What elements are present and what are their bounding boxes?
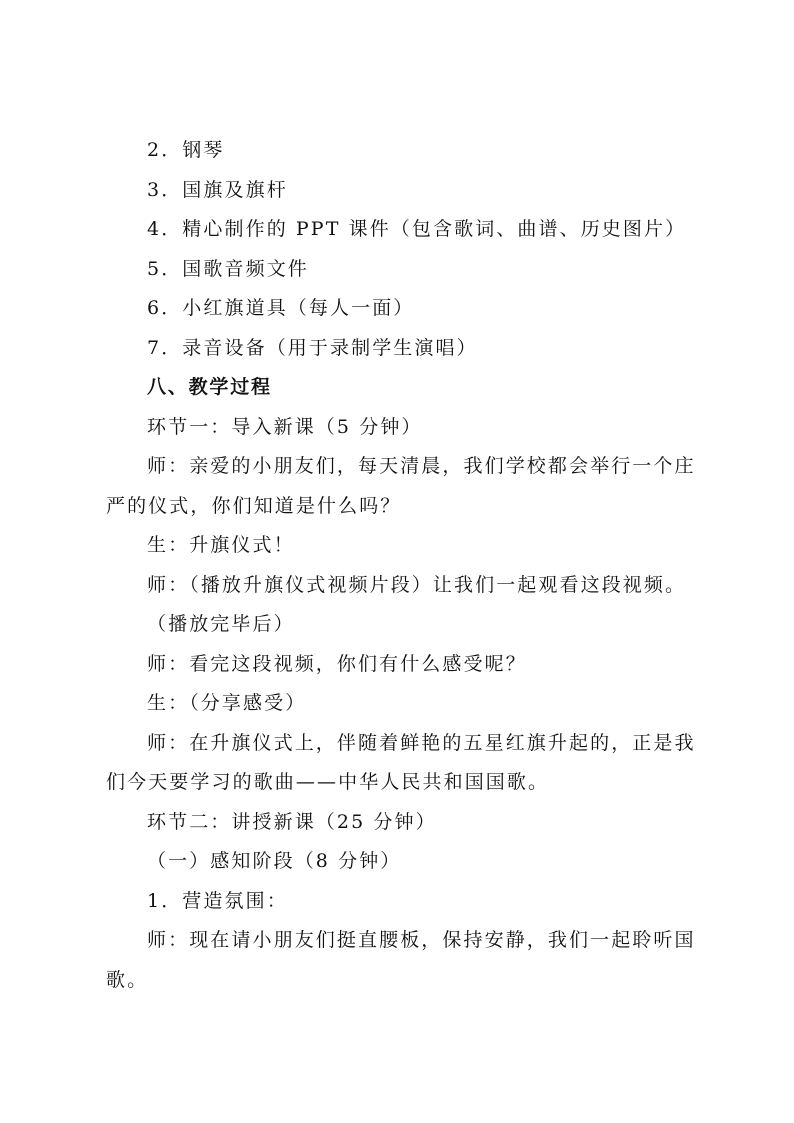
teacher-line-1b: 严的仪式，你们知道是什么吗？ xyxy=(106,495,402,517)
stage-two-title: 环节二：讲授新课（25 分钟） xyxy=(147,811,437,833)
material-item-7: 7．录音设备（用于录制学生演唱） xyxy=(147,337,478,359)
student-line-2: 生：（分享感受） xyxy=(147,692,307,714)
teacher-line-1a: 师：亲爱的小朋友们，每天清晨，我们学校都会举行一个庄 xyxy=(147,455,696,477)
teacher-line-2: 师：（播放升旗仪式视频片段）让我们一起观看这段视频。 xyxy=(147,574,687,596)
material-item-3: 3．国旗及旗杆 xyxy=(147,179,288,201)
material-item-5: 5．国歌音频文件 xyxy=(147,258,309,280)
student-line-1: 生：升旗仪式！ xyxy=(147,534,295,556)
teacher-line-5a: 师：现在请小朋友们挺直腰板，保持安静，我们一起聆听国 xyxy=(147,929,696,951)
stage-note: （播放完毕后） xyxy=(147,613,295,635)
teacher-line-3: 师：看完这段视频，你们有什么感受呢？ xyxy=(147,653,527,675)
sub-stage-title: （一）感知阶段（8 分钟） xyxy=(147,850,402,872)
teacher-line-4a: 师：在升旗仪式上，伴随着鲜艳的五星红旗升起的，正是我 xyxy=(147,732,696,754)
teacher-line-5b: 歌。 xyxy=(106,969,149,991)
material-item-2: 2．钢琴 xyxy=(147,139,225,161)
material-item-4: 4．精心制作的 PPT 课件（包含歌词、曲谱、历史图片） xyxy=(147,218,687,240)
material-item-6: 6．小红旗道具（每人一面） xyxy=(147,297,415,319)
section-heading-teaching-process: 八、教学过程 xyxy=(147,376,272,398)
step-title: 1．营造氛围： xyxy=(147,890,288,912)
stage-one-title: 环节一：导入新课（5 分钟） xyxy=(147,416,423,438)
teacher-line-4b: 们今天要学习的歌曲——中华人民共和国国歌。 xyxy=(106,771,550,793)
